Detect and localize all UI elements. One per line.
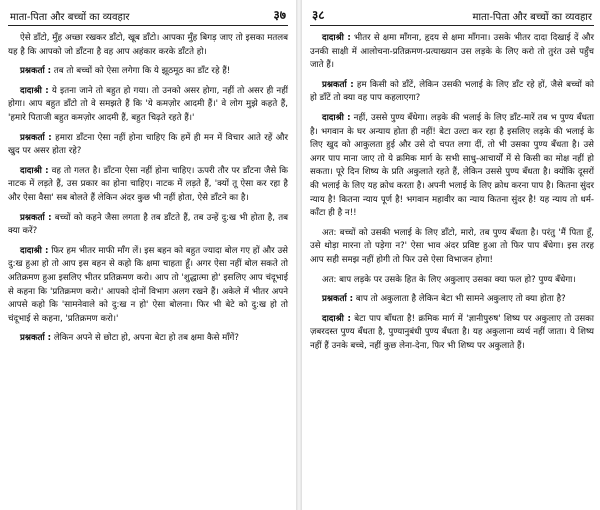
left-header-title: माता-पिता और बच्चों का व्यवहार <box>10 12 130 23</box>
speaker-label: दादाश्री : <box>322 112 351 123</box>
paragraph-text: हम किसी को डाँटें, लेकिन उसकी भलाई के लिए डाँट रहे हों, जैसे बच्चों को हो डाँटें तो क्या वह पाप कहलाएगा? <box>310 79 594 104</box>
paragraph-text: भीतर से क्षमा माँगना, हृदय से क्षमा माँगना। उसके भीतर दादा दिखाई दें और उनकी साक्षी में आलोचना-प्रतिक्रमण-प्रत्याख्यान उस लड़के के लिए करो तो तुरंत उसे पहुँच जाते हैं। <box>310 33 594 71</box>
paragraph-text: हमारा डाँटना ऐसा नहीं होना चाहिए कि हमें ही मन में विचार आते रहें और खुद पर असर होता रहे? <box>8 132 288 157</box>
right-page <box>304 0 600 510</box>
paragraph-text: वह तो गलत है। डाँटना ऐसा नहीं होना चाहिए। ऊपरी तौर पर डाँटना जैसे कि नाटक में लड़ते हैं, उस प्रकार का होना चाहिए। नाटक में लड़ते हैं, 'क्यों तू ऐसा कर रहा है और ऐसा वैसा' सब बोलते हैं लेकिन अंदर कुछ भी नहीं होता, ऐसे डाँटने का है। <box>8 165 288 203</box>
paragraph-text: बेटा पाप बाँधता है! क्रमिक मार्ग में 'ज्ञानीपुरुष' शिष्य पर अकुलाए तो उसका ज़बरदस्त पुण्य बँधता है, पुण्यानुबंधी पुण्य बँधता है। यह अकुलाना व्यर्थ नहीं जाता। ये शिष्य नहीं हैं उनके बच्चे, नहीं कुछ लेना-देना, फिर भी शिष्य पर अकुलाते हैं। <box>310 313 594 351</box>
paragraph <box>8 245 288 327</box>
paragraph <box>310 32 594 73</box>
speaker-label: प्रश्नकर्ता : <box>20 66 52 77</box>
paragraph <box>310 227 594 268</box>
book-gutter <box>296 0 302 510</box>
speaker-label: प्रश्नकर्ता : <box>20 132 52 143</box>
speaker-label: प्रश्नकर्ता : <box>322 294 354 305</box>
paragraph <box>310 79 594 106</box>
speaker-label: दादाश्री : <box>20 245 49 256</box>
left-page-body <box>8 26 288 346</box>
speaker-label: प्रश्नकर्ता : <box>20 212 52 223</box>
paragraph <box>310 313 594 354</box>
speaker-label: प्रश्नकर्ता : <box>322 79 354 90</box>
paragraph <box>8 332 288 346</box>
paragraph-text: फिर हम भीतर माफी माँग लें। इस बहन को बहुत ज्यादा बोल गए हों और उसे दु:ख हुआ हो तो आप इस बहन से कहो कि क्षमा चाहता हूँ। अगर ऐसा नहीं बोल सकते तो अतिक्रमण हुआ इसलिए भीतर प्रतिक्रमण करो। आप तो 'शुद्धात्मा हो' इसलिए आप चंदूभाई से कहना कि 'प्रतिक्रमण करो।' आपको दोनों विभाग अलग रखने हैं। अकेले में भीतर अपने आपसे कहो कि 'सामनेवाले को दु:ख न हो' ऐसा बोलना। फिर भी बेटे को दु:ख हो तो चंदूभाई से कहना, 'प्रतिक्रमण करो।' <box>8 245 288 324</box>
right-page-number: ३८ <box>312 8 325 22</box>
paragraph-text: अत: बाप लड़के पर उसके हित के लिए अकुलाए उसका क्या फल हो? पुण्य बँधेगा। <box>322 274 576 285</box>
paragraph <box>310 274 594 288</box>
paragraph <box>8 32 288 59</box>
paragraph <box>310 293 594 307</box>
paragraph <box>8 85 288 126</box>
right-page-header <box>310 0 594 26</box>
paragraph <box>8 212 288 239</box>
speaker-label: दादाश्री : <box>20 85 49 96</box>
left-page-number: ३७ <box>273 8 286 22</box>
left-page <box>0 0 292 510</box>
paragraph-text: अत: बच्चों को उसकी भलाई के लिए डाँटो, मारो, तब पुण्य बँधता है। परंतु 'मैं पिता हूँ, उसे थोड़ा मारना तो पड़ेगा न?' ऐसा भाव अंदर प्रविष्ट हुआ तो फिर पाप बँधेगा। इस तरह आप सही समझ नहीं होगी तो फिर उसे ऐसा विभाजन होगा! <box>310 227 594 265</box>
speaker-label: दादाश्री : <box>322 33 351 43</box>
speaker-label: दादाश्री : <box>322 313 351 324</box>
paragraph <box>310 112 594 221</box>
paragraph <box>8 65 288 79</box>
paragraph <box>8 165 288 206</box>
left-page-header <box>8 0 288 26</box>
paragraph-text: ये इतना जाने तो बहुत हो गया। तो उनको असर होगा, नहीं तो असर ही नहीं होगा। आप बहुत डाँटो तो वे समझते हैं कि 'ये कमज़ोर आदमी हैं।' वे लोग मुझे कहते हैं, 'हमारे पिताजी बहुत कमज़ोर आदमी हैं, बहुत चिढ़ते रहते हैं।' <box>8 85 288 123</box>
right-page-body <box>310 26 594 353</box>
paragraph-text: नहीं, उससे पुण्य बँधेगा। लड़के की भलाई के लिए डाँट-मारें तब भ पुण्य बँधता है। भगवान के घर अन्याय होता ही नहीं! बेटा उल्टा कर रहा है इसलिए लड़के की भलाई के लिए खुद को आकुलता हुई और उसे दो चपत लगा दीं, तो भी उसका पुण्य बँधता है। उसे अगर पाप माना जाए तो ये क्रमिक मार्ग के सभी साधु-आचार्यों में से किसी का मोक्ष नहीं हो सकता। पूरे दिन शिष्य के प्रति अकुलाते रहते हैं, लेकिन उससे पुण्य बँधता है। क्योंकि दूसरों की भलाई के लिए यह क्रोध करता है। अपनी भलाई के लिए क्रोध करना पाप है। कितना सुंदर न्याय है! कितना न्याय पूर्ण है! भगवान महावीर का न्याय कितना सुंदर है! यह न्याय तो धर्म-काँटा ही है न!! <box>310 112 594 219</box>
paragraph-text: बाप तो अकुलाता है लेकिन बेटा भी सामने अकुलाए तो क्या होता है? <box>355 294 566 305</box>
paragraph-text: तब तो बच्चों को ऐसा लगेगा कि ये झूठमूठ का डाँट रहे हैं! <box>53 66 231 77</box>
speaker-label: प्रश्नकर्ता : <box>20 333 52 344</box>
paragraph <box>8 132 288 159</box>
paragraph-text: लेकिन अपने से छोटा हो, अपना बेटा हो तब क्षमा कैसे माँगें? <box>53 333 239 344</box>
paragraph-text: ऐसे डाँटो, मुँह अच्छा रखकर डाँटो, खूब डाँटो। आपका मुँह बिगड़ जाए तो इसका मतलब यह है कि आपको जो डाँटना है वह आप अहंकार करके डाँटते हो। <box>8 33 288 57</box>
paragraph-text: बच्चों को कहने जैसा लगता है तब डाँटते हैं, तब उन्हें दु:ख भी होता है, तब क्या करें? <box>8 212 289 237</box>
right-header-title: माता-पिता और बच्चों का व्यवहार <box>472 12 592 23</box>
speaker-label: दादाश्री : <box>20 165 49 176</box>
